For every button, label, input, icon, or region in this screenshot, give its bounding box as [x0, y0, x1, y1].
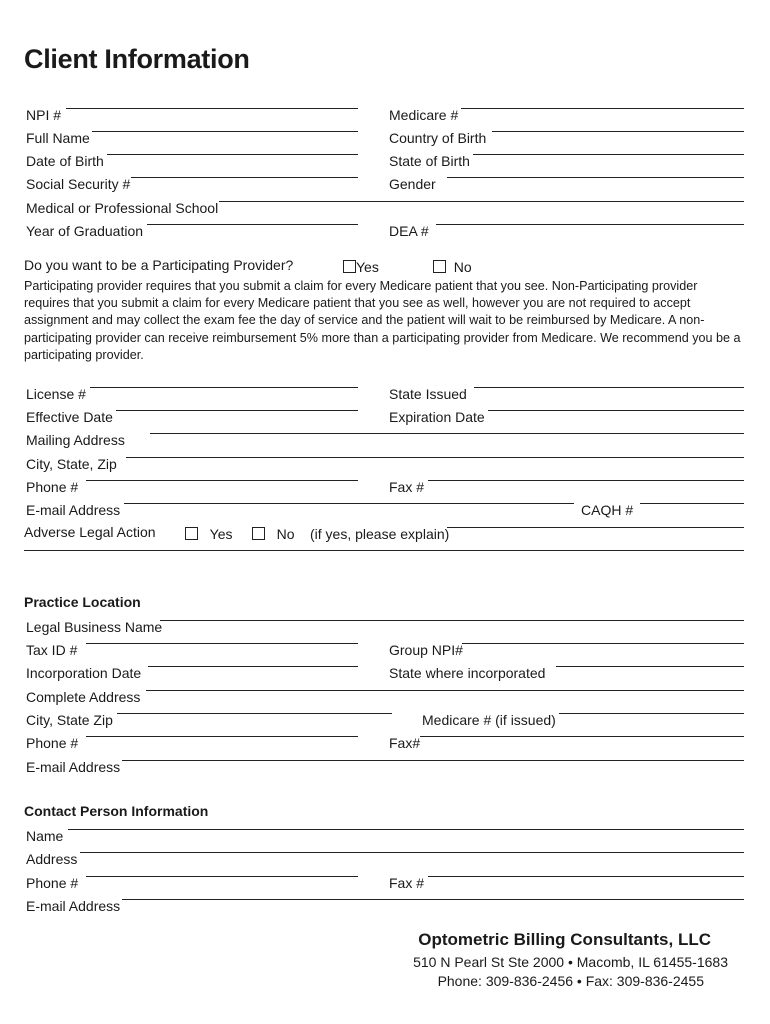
medicare-issued-label: Medicare # (if issued) [422, 712, 556, 728]
practice-fax-field[interactable] [420, 736, 744, 737]
state-issued-label: State Issued [389, 386, 467, 402]
adverse-yes-option[interactable] [185, 526, 233, 542]
dea-label: DEA # [389, 223, 429, 239]
adverse-no-option[interactable] [252, 526, 295, 542]
adverse-explain-field-2[interactable] [24, 550, 744, 551]
contact-address-label: Address [26, 851, 78, 867]
full-name-label: Full Name [26, 130, 90, 146]
state-issued-field[interactable] [474, 387, 744, 388]
effective-date-label: Effective Date [26, 409, 113, 425]
company-name: Optometric Billing Consultants, LLC [418, 930, 711, 949]
dea-field[interactable] [436, 224, 744, 225]
incorporation-date-label: Incorporation Date [26, 665, 142, 681]
school-label: Medical or Professional School [26, 200, 219, 216]
incorporation-date-field[interactable] [148, 666, 358, 667]
contact-fax-field[interactable] [428, 876, 744, 877]
contact-person-heading: Contact Person Information [24, 803, 209, 819]
practice-city-state-zip-label: City, State Zip [26, 712, 113, 728]
country-of-birth-field[interactable] [492, 131, 744, 132]
state-incorporated-label: State where incorporated [389, 665, 546, 681]
email-label: E-mail Address [26, 502, 121, 518]
phone-label: Phone # [26, 479, 79, 495]
mailing-address-field[interactable] [150, 433, 744, 434]
mailing-address-label: Mailing Address [26, 432, 125, 448]
fax-label: Fax # [389, 479, 425, 495]
practice-email-field[interactable] [122, 760, 744, 761]
practice-city-state-zip-field[interactable] [117, 713, 392, 714]
practice-location-heading: Practice Location [24, 594, 141, 610]
adverse-no-checkbox[interactable] [252, 527, 265, 540]
expiration-date-label: Expiration Date [389, 409, 485, 425]
city-state-zip-label: City, State, Zip [26, 456, 117, 472]
contact-email-label: E-mail Address [26, 898, 121, 914]
participating-no-option[interactable] [433, 259, 472, 275]
contact-name-field[interactable] [68, 829, 744, 830]
medicare-issued-field[interactable] [559, 713, 744, 714]
state-of-birth-label: State of Birth [389, 153, 470, 169]
year-graduation-field[interactable] [147, 224, 358, 225]
license-field[interactable] [90, 387, 358, 388]
state-of-birth-field[interactable] [473, 154, 744, 155]
adverse-legal-label: Adverse Legal Action [24, 524, 156, 540]
practice-email-label: E-mail Address [26, 759, 121, 775]
legal-business-name-field[interactable] [160, 620, 744, 621]
year-graduation-label: Year of Graduation [26, 223, 144, 239]
npi-field[interactable] [66, 108, 358, 109]
country-of-birth-label: Country of Birth [389, 130, 487, 146]
caqh-label: CAQH # [581, 502, 634, 518]
ssn-label: Social Security # [26, 176, 131, 192]
contact-fax-label: Fax # [389, 875, 425, 891]
contact-address-field[interactable] [80, 852, 744, 853]
contact-phone-field[interactable] [86, 876, 358, 877]
participating-yes-option[interactable] [343, 259, 379, 275]
city-state-zip-field[interactable] [126, 457, 744, 458]
tax-id-label: Tax ID # [26, 642, 78, 658]
contact-name-label: Name [26, 828, 64, 844]
phone-field[interactable] [86, 480, 358, 481]
gender-field[interactable] [447, 177, 744, 178]
practice-fax-label: Fax# [389, 735, 421, 751]
ssn-field[interactable] [131, 177, 358, 178]
legal-business-name-label: Legal Business Name [26, 619, 163, 635]
effective-date-field[interactable] [116, 410, 358, 411]
full-name-field[interactable] [92, 131, 358, 132]
medicare-field[interactable] [461, 108, 744, 109]
practice-phone-label: Phone # [26, 735, 79, 751]
license-label: License # [26, 386, 86, 402]
participating-explanation: Participating provider requires that you submit a claim for every Medicare patient that you see. Non-Participating provider requires that you submit a claim for every Medicare patient that you see as well, however you are not required to accept assignment and may collect the exam fee the day of service and the patient will wait to be reimbursed by Medicare. A non-participating provider can receive reimbursement 5% more than a participating provider from Medicare. We recommend you be a participating provider. [24, 279, 741, 362]
date-of-birth-label: Date of Birth [26, 153, 104, 169]
state-incorporated-field[interactable] [556, 666, 744, 667]
adverse-explain-field[interactable] [447, 527, 744, 528]
participating-no-checkbox[interactable] [433, 260, 446, 273]
practice-phone-field[interactable] [86, 736, 358, 737]
date-of-birth-field[interactable] [107, 154, 358, 155]
gender-label: Gender [389, 176, 436, 192]
group-npi-field[interactable] [462, 643, 744, 644]
expiration-date-field[interactable] [488, 410, 744, 411]
complete-address-label: Complete Address [26, 689, 141, 705]
medicare-label: Medicare # [389, 107, 459, 123]
adverse-explain-label: (if yes, please explain) [310, 526, 450, 542]
npi-label: NPI # [26, 107, 62, 123]
participating-yes-label: Yes [356, 259, 379, 275]
contact-phone-label: Phone # [26, 875, 79, 891]
caqh-field[interactable] [640, 503, 744, 504]
page-title: Client Information [24, 44, 250, 74]
adverse-yes-label: Yes [209, 526, 233, 542]
group-npi-label: Group NPI# [389, 642, 463, 658]
participating-no-label: No [453, 259, 472, 275]
adverse-yes-checkbox[interactable] [185, 527, 198, 540]
fax-field[interactable] [428, 480, 744, 481]
company-address: 510 N Pearl St Ste 2000 • Macomb, IL 61455-1683 [413, 954, 728, 970]
adverse-no-label: No [276, 526, 295, 542]
tax-id-field[interactable] [86, 643, 358, 644]
complete-address-field[interactable] [146, 690, 744, 691]
contact-email-field[interactable] [122, 899, 744, 900]
participating-question: Do you want to be a Participating Provider? [24, 257, 294, 273]
school-field[interactable] [219, 201, 744, 202]
participating-yes-checkbox[interactable] [343, 260, 356, 273]
email-field[interactable] [124, 503, 574, 504]
company-phones: Phone: 309-836-2456 • Fax: 309-836-2455 [437, 973, 704, 989]
